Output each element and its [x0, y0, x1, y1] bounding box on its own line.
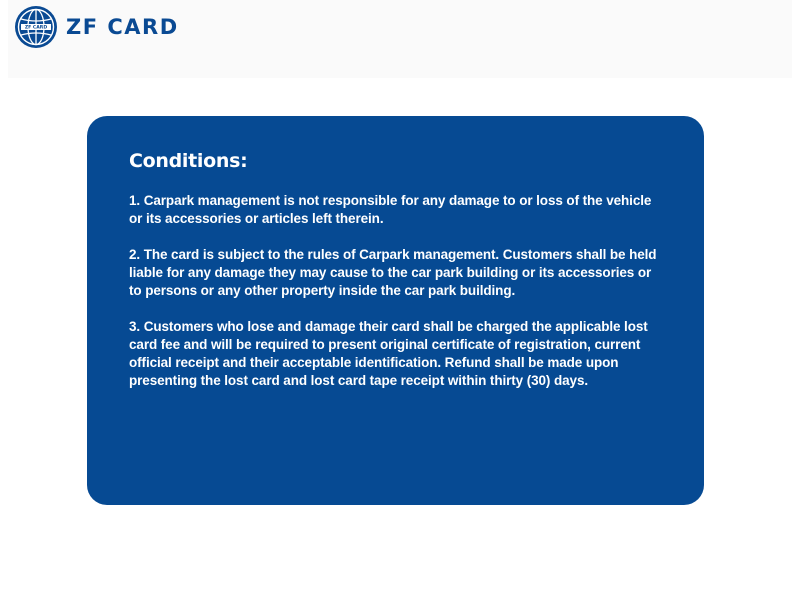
- svg-text:ZF CARD: ZF CARD: [24, 25, 48, 31]
- condition-item: 2. The card is subject to the rules of Carpark management. Customers shall be held liable for any damage they may cause to the car park building or its accessories or to persons or any other property inside the car park building.: [129, 247, 657, 298]
- brand-logo: [14, 4, 179, 50]
- conditions-card: [87, 116, 704, 505]
- globe-logo-icon: [14, 5, 58, 49]
- condition-item: 1. Carpark management is not responsible for any damage to or loss of the vehicle or its accessories or articles left therein.: [129, 193, 652, 226]
- card-title: Conditions:: [129, 150, 248, 172]
- brand-name: ZF CARD: [66, 15, 179, 39]
- condition-item: 3. Customers who lose and damage their card shall be charged the applicable lost card fee and will be required to present original certificate of registration, current official receipt and their acceptable identification. Refund shall be made upon presenting the lost card and lost card tape receipt within thirty (30) days.: [129, 319, 648, 388]
